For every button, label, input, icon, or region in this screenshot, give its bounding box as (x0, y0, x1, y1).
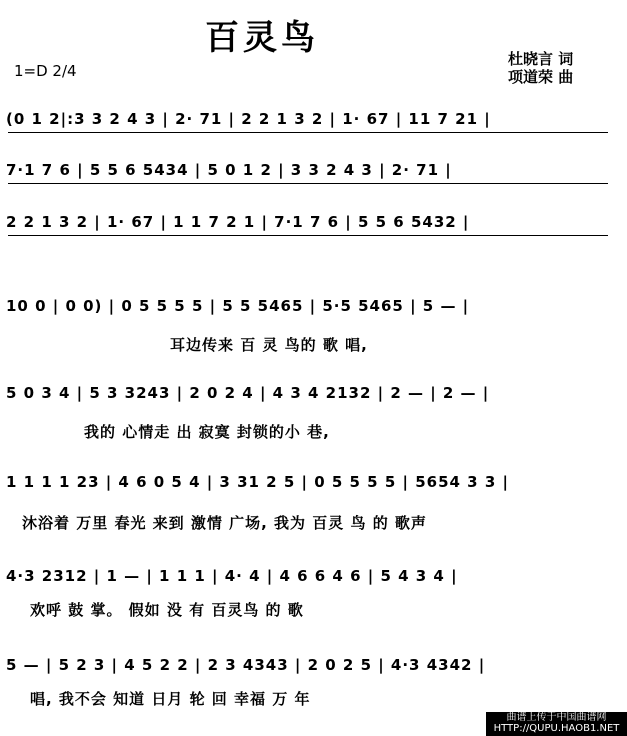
lyricist-credit: 杜晓言 词 (508, 50, 574, 68)
lyric-row-1: 耳边传来 百 灵 鸟的 歌 唱, (170, 336, 368, 354)
score-row-8: 5 — | 5 2 3 | 4 5 2 2 | 2 3 4343 | 2 0 2 5 | 4·3 4342 | (6, 656, 486, 674)
score-row-5: 5 0 3 4 | 5 3 3243 | 2 0 2 4 | 4 3 4 2132 | 2 — | 2 — | (6, 384, 490, 402)
lyric-row-5: 唱, 我不会 知道 日月 轮 回 幸福 万 年 (30, 690, 311, 708)
score-row-7: 4·3 2312 | 1 — | 1 1 1 | 4· 4 | 4 6 6 4 6 | 5 4 3 4 | (6, 567, 458, 585)
watermark-line-2: HTTP://QUPU.HAOB1.NET (493, 723, 620, 734)
beam-line (8, 132, 608, 133)
song-title: 百灵鸟 (205, 18, 319, 58)
beam-line (8, 183, 608, 184)
lyric-row-3: 沐浴着 万里 春光 来到 激情 广场, 我为 百灵 鸟 的 歌声 (22, 514, 427, 532)
lyric-row-2: 我的 心情走 出 寂寞 封锁的小 巷, (84, 423, 330, 441)
composer-credit: 项道荣 曲 (508, 68, 574, 86)
watermark (486, 712, 627, 736)
score-row-4: 10 0 | 0 0) | 0 5 5 5 5 | 5 5 5465 | 5·5 5465 | 5 — | (6, 297, 470, 315)
score-row-2: 7·1 7 6 | 5 5 6 5434 | 5 0 1 2 | 3 3 2 4 3 | 2· 71 | (6, 161, 452, 179)
watermark-line-1: 曲谱上传于中国曲谱网 (506, 712, 607, 723)
lyric-row-4: 欢呼 鼓 掌。 假如 没 有 百灵鸟 的 歌 (30, 601, 304, 619)
score-row-6: 1 1 1 1 23 | 4 6 0 5 4 | 3 31 2 5 | 0 5 5 5 5 | 5654 3 3 | (6, 473, 509, 491)
beam-line (8, 235, 608, 236)
score-row-1: (0 1 2|:3 3 2 4 3 | 2· 71 | 2 2 1 3 2 | 1· 67 | 11 7 21 | (6, 110, 491, 128)
key-signature: 1=D 2/4 (14, 62, 77, 80)
score-row-3: 2 2 1 3 2 | 1· 67 | 1 1 7 2 1 | 7·1 7 6 | 5 5 6 5432 | (6, 213, 470, 231)
